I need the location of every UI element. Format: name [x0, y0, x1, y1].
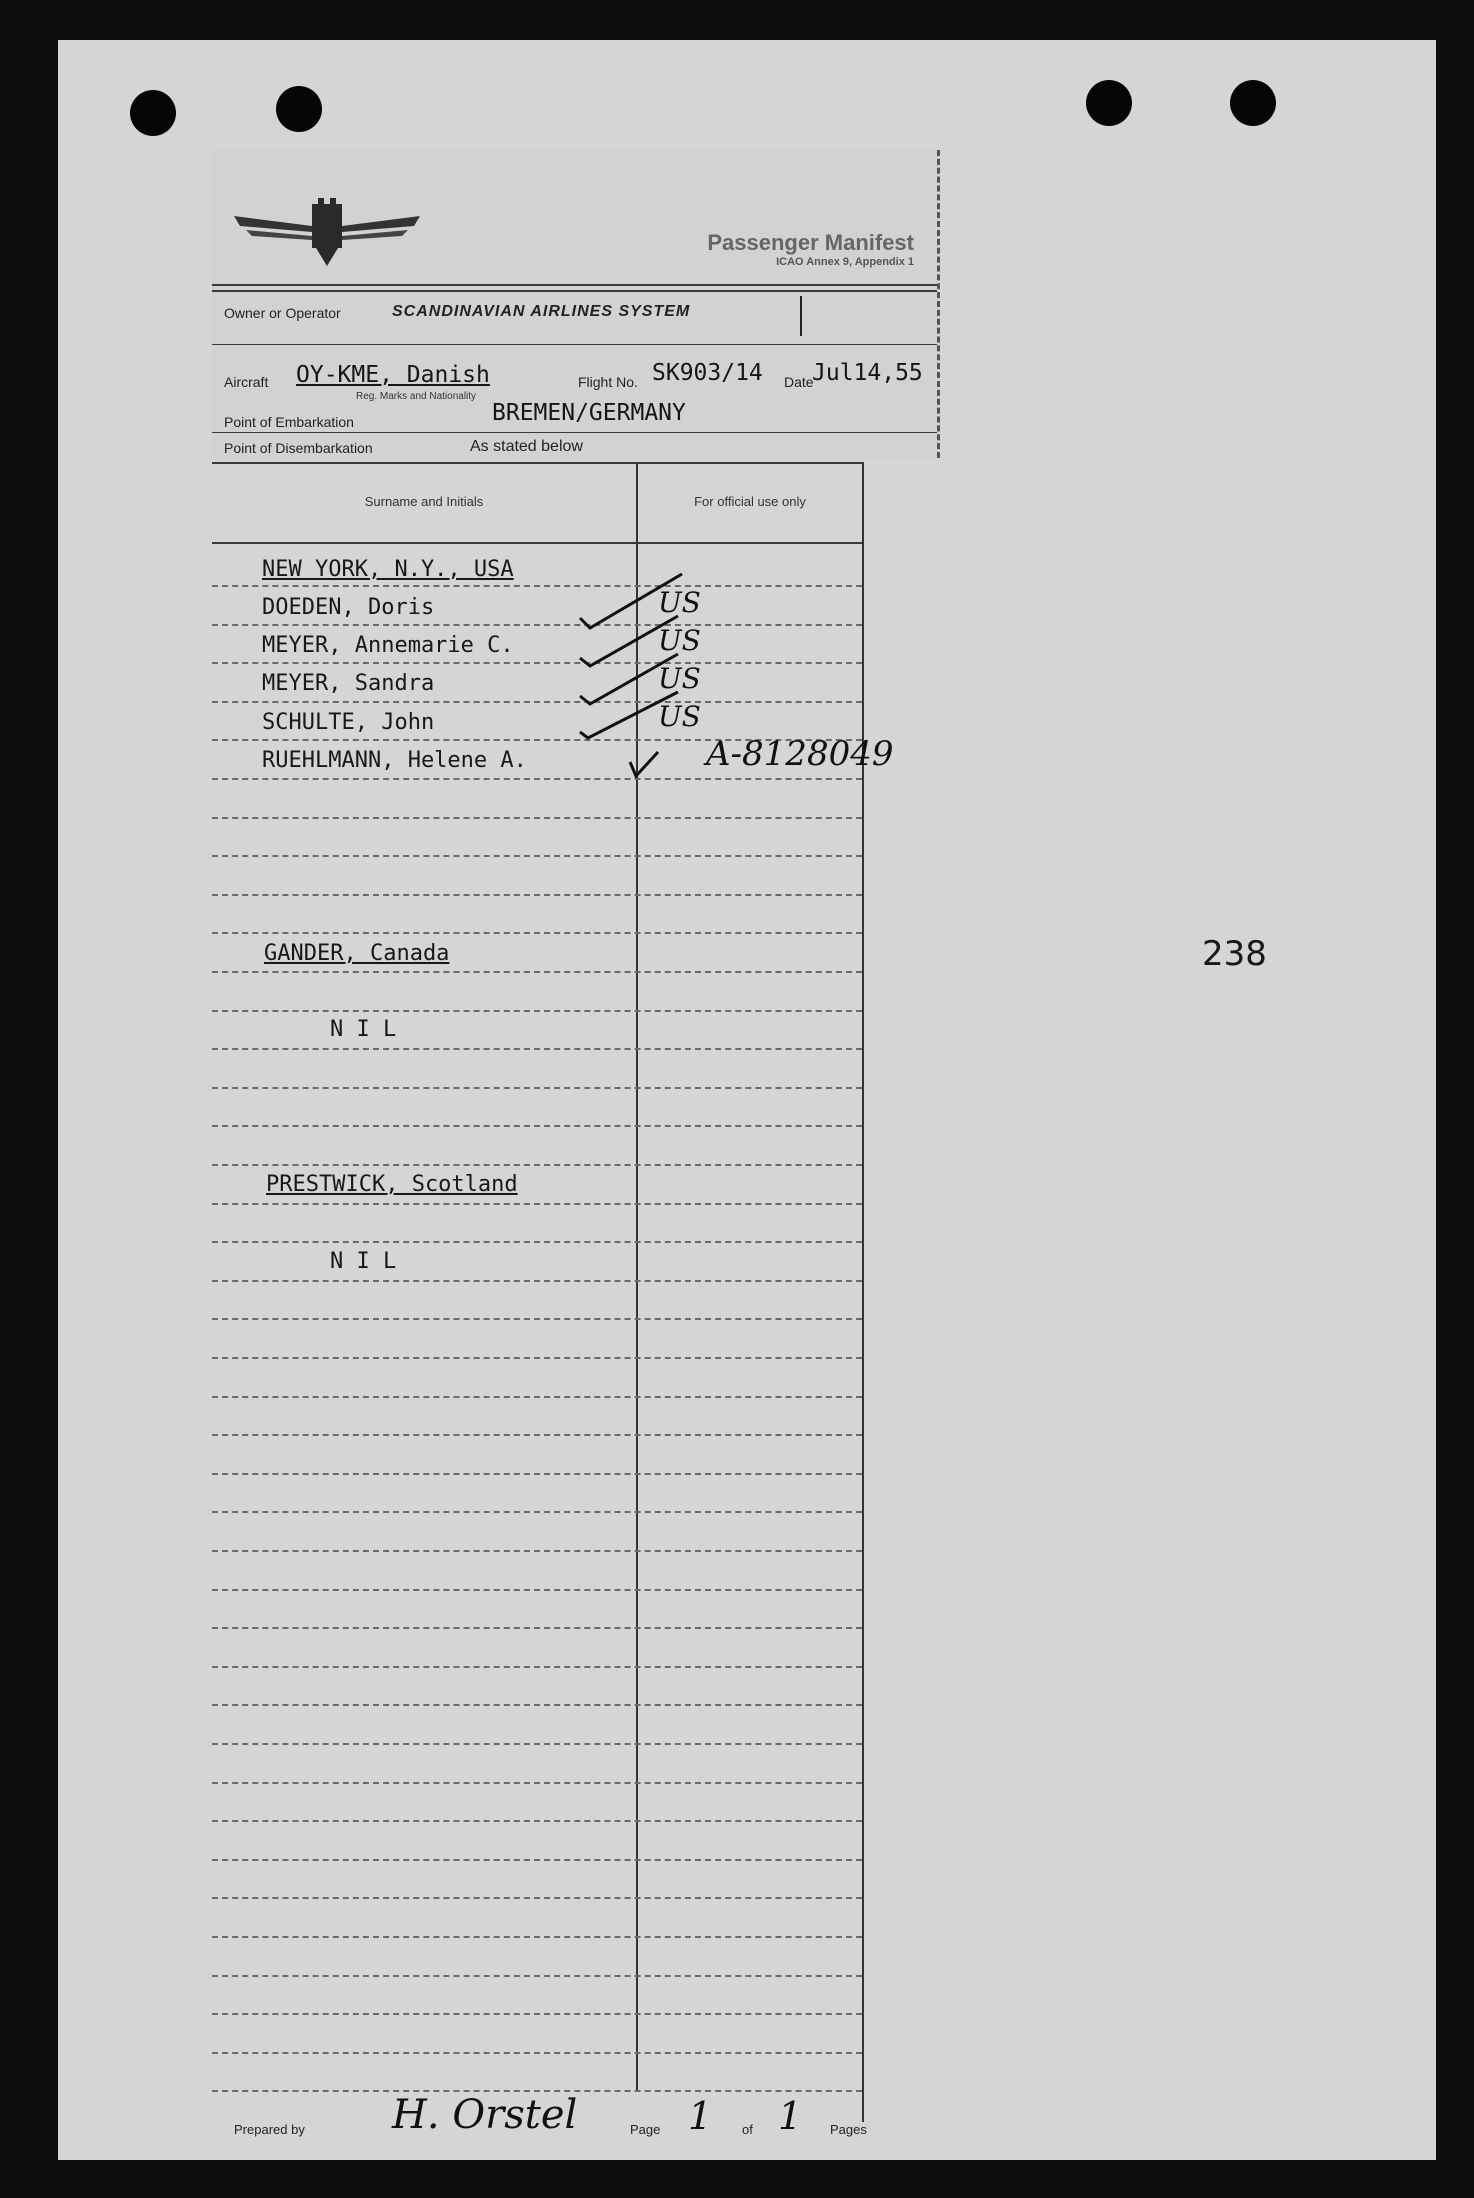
header-divider — [212, 290, 937, 292]
table-row-line — [212, 1280, 862, 1282]
official-mark: US — [658, 624, 701, 657]
table-row-line — [212, 1589, 862, 1591]
table-row-line — [212, 662, 862, 664]
preparer-signature: H. Orstel — [392, 2092, 578, 2138]
table-row-line — [212, 1203, 862, 1205]
row-divider — [212, 432, 937, 433]
passenger-table — [212, 462, 894, 2122]
table-top-rule — [212, 462, 862, 464]
table-row-line — [212, 1627, 862, 1629]
list-item: MEYER, Sandra — [262, 671, 435, 696]
table-row-line — [212, 1164, 862, 1166]
disembarkation-value: As stated below — [470, 438, 583, 455]
date-value: Jul14,55 — [812, 360, 923, 386]
table-row-line — [212, 1782, 862, 1784]
list-item: N I L — [330, 1017, 397, 1042]
table-row-line — [212, 971, 862, 973]
list-item: N I L — [330, 1249, 397, 1274]
table-row-line — [212, 817, 862, 819]
header-row-rule — [212, 542, 862, 544]
official-mark: US — [658, 586, 701, 619]
table-row-line — [212, 1318, 862, 1320]
prepared-by-label: Prepared by — [234, 2122, 305, 2137]
table-row-line — [212, 1936, 862, 1938]
table-row-line — [212, 1511, 862, 1513]
punch-hole — [130, 90, 176, 136]
table-row-line — [212, 1859, 862, 1861]
official-mark: US — [658, 662, 701, 695]
owner-label: Owner or Operator — [224, 305, 341, 321]
list-item: NEW YORK, N.Y., USA — [262, 557, 514, 582]
table-row-line — [212, 894, 862, 896]
table-row-line — [212, 1704, 862, 1706]
table-row-line — [212, 855, 862, 857]
table-row-line — [212, 1666, 862, 1668]
table-row-line — [212, 1087, 862, 1089]
table-row-line — [212, 1550, 862, 1552]
pages-label: Pages — [830, 2122, 867, 2137]
punch-hole — [1086, 80, 1132, 126]
date-label: Date — [784, 374, 814, 390]
owner-divider — [800, 296, 802, 336]
list-item: RUEHLMANN, Helene A. — [262, 748, 527, 773]
table-row-line — [212, 1975, 862, 1977]
disembarkation-label: Point of Disembarkation — [224, 440, 373, 456]
flight-label: Flight No. — [578, 374, 638, 390]
list-item: GANDER, Canada — [264, 941, 450, 966]
row-divider — [212, 344, 937, 345]
page-number: 1 — [688, 2094, 713, 2138]
column-header-official: For official use only — [694, 494, 806, 509]
table-row-line — [212, 2052, 862, 2054]
table-row-line — [212, 778, 862, 780]
table-row-line — [212, 1897, 862, 1899]
punch-hole — [1230, 80, 1276, 126]
of-label: of — [742, 2122, 753, 2137]
table-row-line — [212, 1743, 862, 1745]
table-row-line — [212, 1396, 862, 1398]
flight-number: SK903/14 — [652, 360, 763, 386]
table-row-line — [212, 1010, 862, 1012]
header-divider — [212, 284, 937, 286]
list-item: SCHULTE, John — [262, 710, 435, 735]
reg-marks-label: Reg. Marks and Nationality — [356, 391, 477, 402]
table-row-line — [212, 1125, 862, 1127]
airline-wings-logo-icon — [232, 196, 422, 270]
official-mark: US — [658, 700, 701, 733]
page-label: Page — [630, 2122, 661, 2137]
table-row-line — [212, 1241, 862, 1243]
table-row-line — [212, 1473, 862, 1475]
aircraft-value: OY-KME, Danish — [296, 362, 490, 388]
manifest-subtitle: ICAO Annex 9, Appendix 1 — [776, 256, 914, 268]
table-row-line — [212, 1820, 862, 1822]
manifest-title: Passenger Manifest — [707, 230, 914, 255]
column-header-names: Surname and Initials — [364, 494, 484, 509]
table-row-line — [212, 701, 862, 703]
owner-value: SCANDINAVIAN AIRLINES SYSTEM — [392, 303, 691, 320]
table-row-line — [212, 932, 862, 934]
table-row-line — [212, 1357, 862, 1359]
aircraft-label: Aircraft — [224, 374, 269, 390]
table-row-line — [212, 624, 862, 626]
page-stamp-number: 238 — [1202, 934, 1267, 974]
list-item: PRESTWICK, Scotland — [266, 1172, 518, 1197]
list-item: MEYER, Annemarie C. — [262, 633, 514, 658]
table-row-line — [212, 1048, 862, 1050]
page-total: 1 — [778, 2094, 803, 2138]
official-mark: A-8128049 — [706, 734, 894, 774]
table-row-line — [212, 2013, 862, 2015]
embarkation-label: Point of Embarkation — [224, 414, 354, 430]
embarkation-value: BREMEN/GERMANY — [492, 400, 686, 426]
punch-hole — [276, 86, 322, 132]
table-row-line — [212, 585, 862, 587]
table-row-line — [212, 1434, 862, 1436]
list-item: DOEDEN, Doris — [262, 595, 435, 620]
